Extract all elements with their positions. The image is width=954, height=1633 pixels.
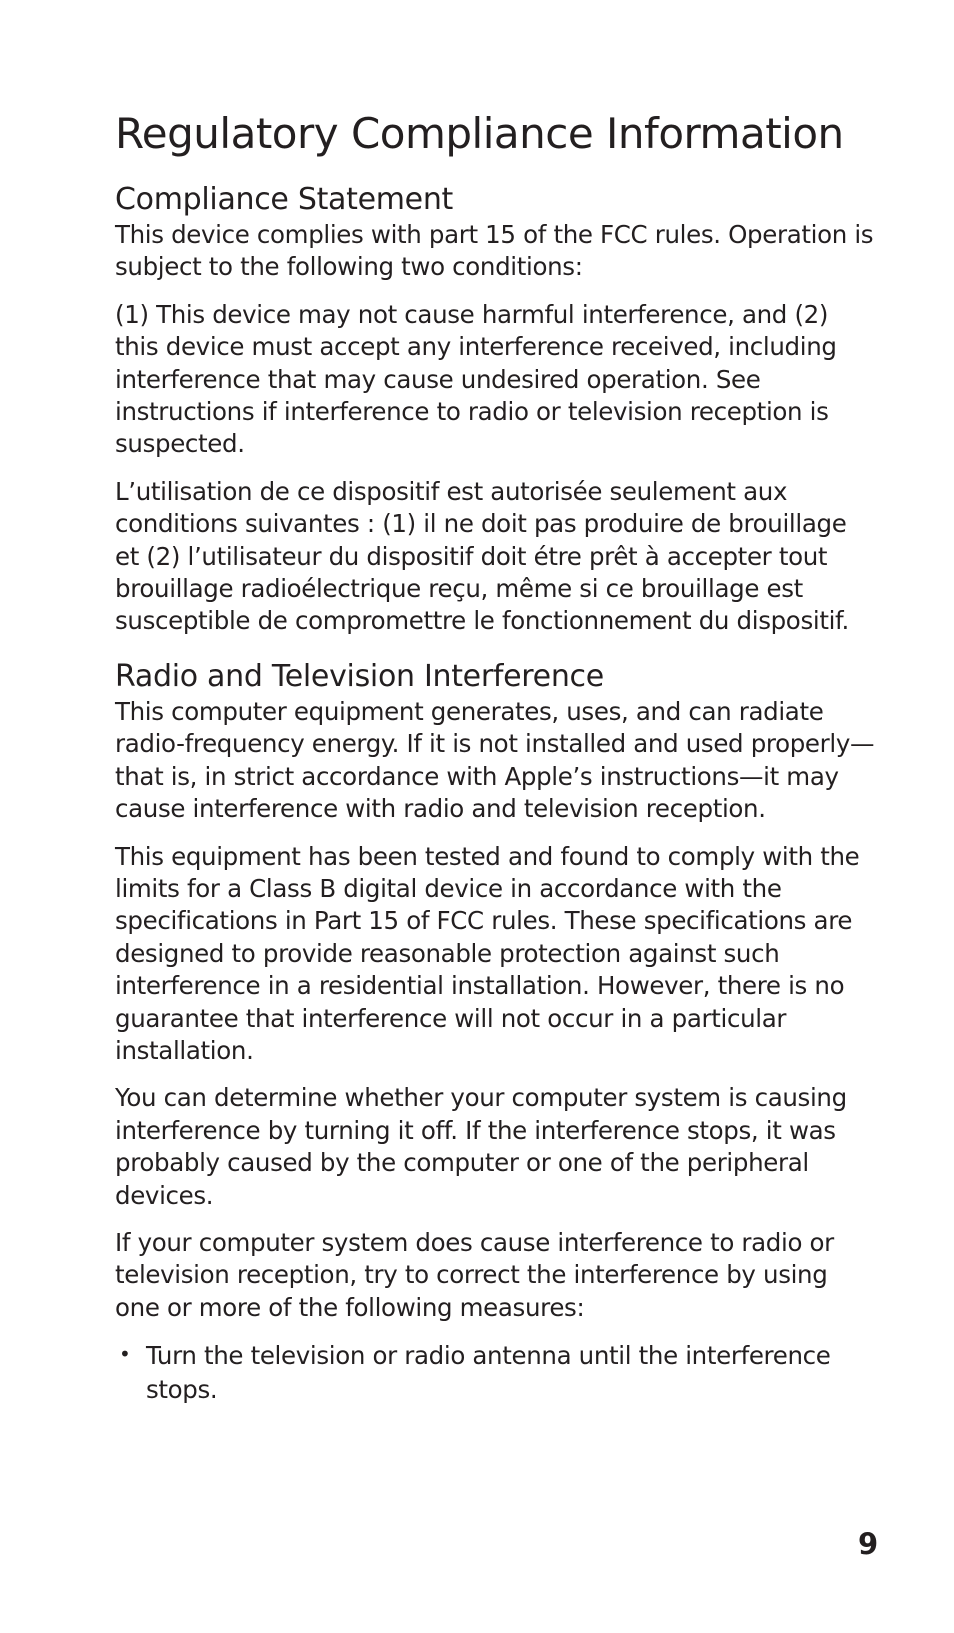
measures-list	[115, 1339, 875, 1407]
interference-paragraph-1: This computer equipment generates, uses, and can radiate radio-frequency energy. If it is not installed and used properly—that is, in strict accordance with Apple’s instructions—it may cause interference with radio and television reception.	[115, 696, 875, 824]
page-title: Regulatory Compliance Information	[115, 109, 844, 158]
interference-paragraph-3: You can determine whether your computer system is causing interference by turning it off. If the interference stops, it was probably caused by the computer or one of the peripheral devices.	[115, 1083, 847, 1210]
compliance-paragraph-2: (1) This device may not cause harmful interference, and (2) this device must accept any interference received, including interference that may cause undesired operation. See instructions if interference to radio or television reception is suspected.	[115, 299, 837, 459]
list-item	[115, 1339, 875, 1407]
document-page	[115, 0, 875, 1407]
interference-heading: Radio and Television Interference	[115, 658, 604, 694]
interference-paragraph-2: This equipment has been tested and found to comply with the limits for a Class B digital device in accordance with the specifications in Part 15 of FCC rules. These specifications are designed to provide reasonable protection against such interference in a residential installation. However, there is no guarantee that interference will not occur in a particular installation.	[115, 841, 860, 1065]
page-number: 9	[858, 1527, 879, 1561]
compliance-statement-section	[115, 181, 875, 638]
interference-section	[115, 658, 875, 1407]
bullet-dot-icon: •	[119, 1342, 131, 1367]
interference-paragraph-4: If your computer system does cause interference to radio or television reception, try to correct the interference by using one or more of the following measures:	[115, 1227, 834, 1322]
compliance-statement-heading: Compliance Statement	[115, 182, 453, 217]
compliance-paragraph-1: This device complies with part 15 of the FCC rules. Operation is subject to the following two conditions:	[115, 220, 874, 282]
compliance-paragraph-french: L’utilisation de ce dispositif est autorisée seulement aux conditions suivantes : (1) il ne doit pas produire de brouillage et (2) l’utilisateur du dispositif doit étre prêt à accepter tout brouillage radioélectrique reçu, même si ce brouillage est susceptible de compromettre le fonctionnement du dispositif.	[115, 476, 849, 636]
list-item-text: Turn the television or radio antenna until the interference stops.	[146, 1341, 831, 1405]
